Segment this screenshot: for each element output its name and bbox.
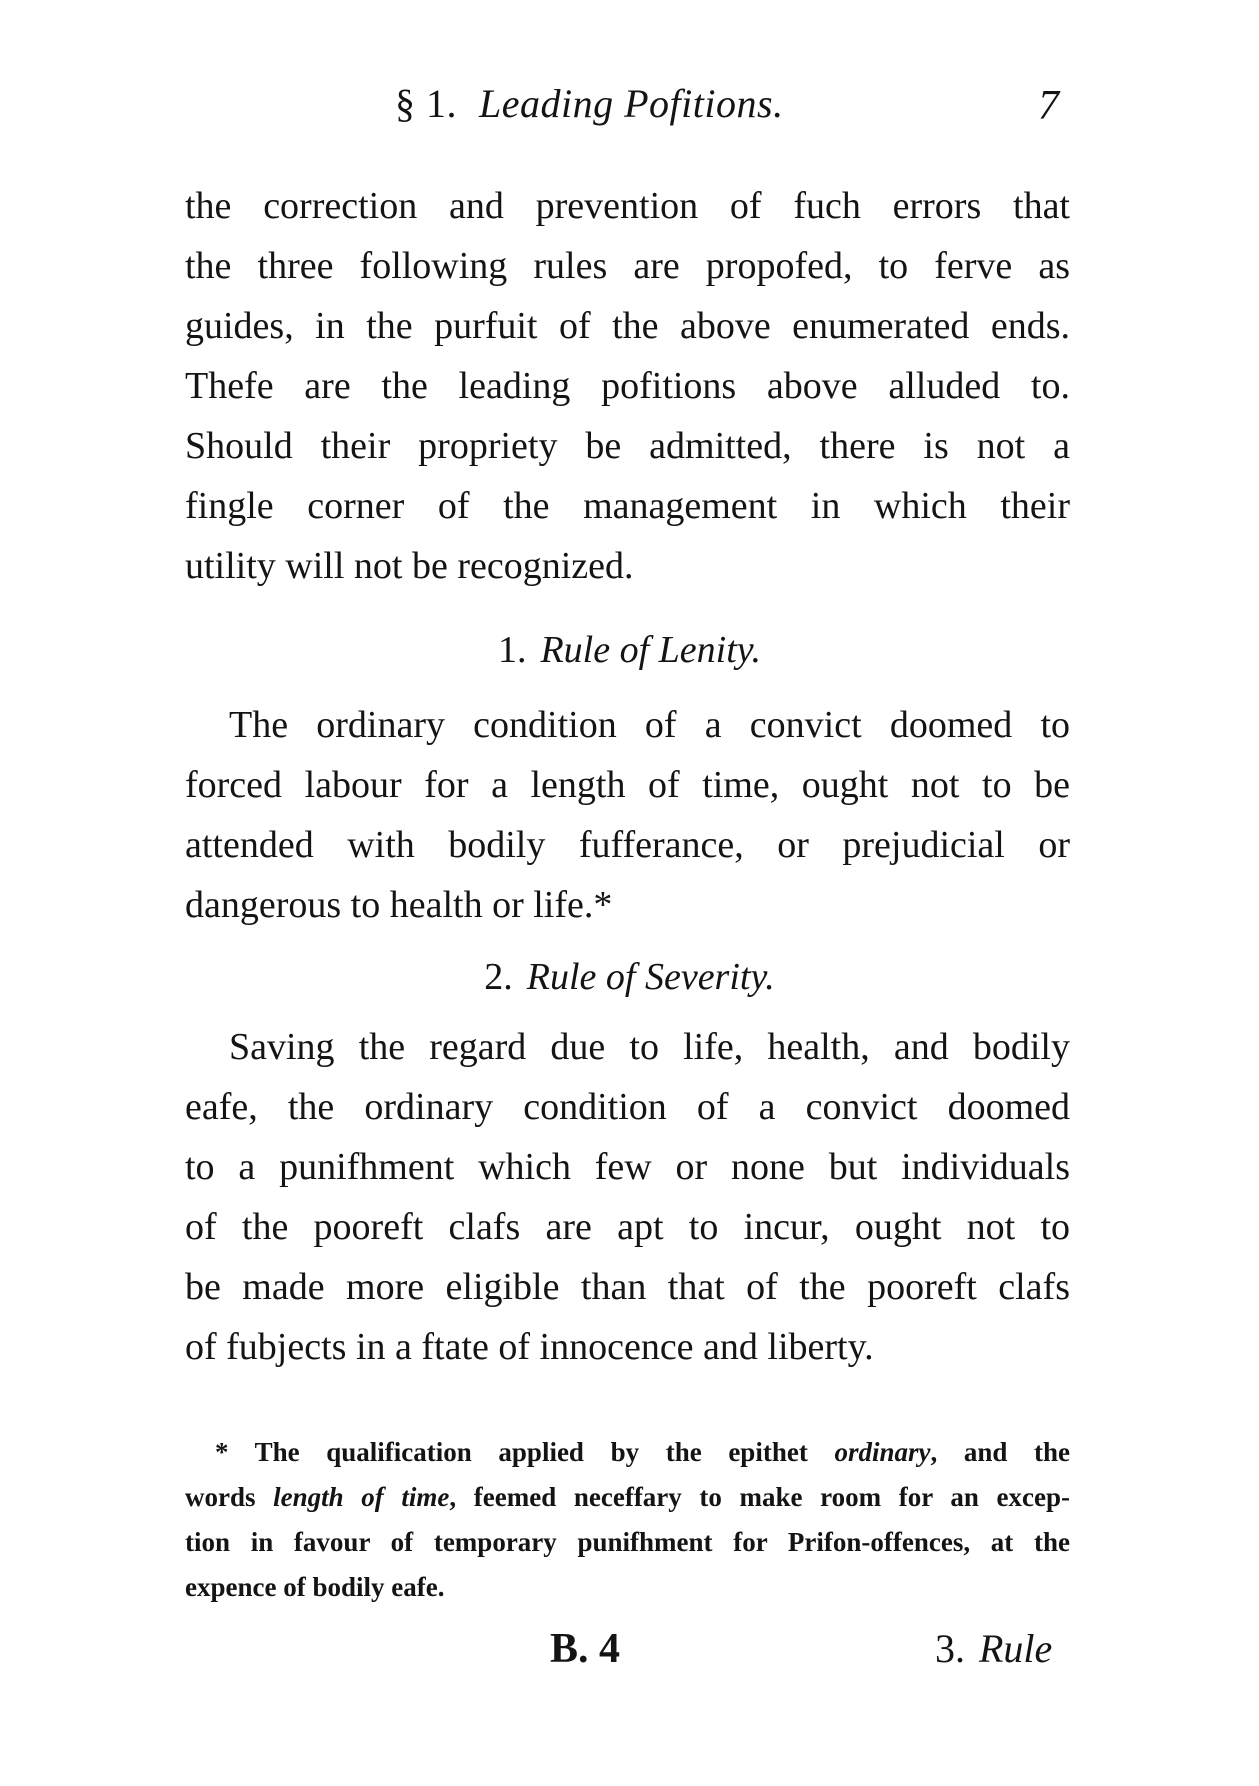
text-line: the correction and prevention of fuch errors that [185,185,1070,227]
paragraph-intro [185,176,1070,596]
text-line: guides, in the purfuit of the above enumerated ends. [185,305,1070,347]
footnote-line [185,1430,1070,1475]
section-mark: § 1. [395,81,457,126]
signature-mark: B. 4 [550,1626,621,1672]
text-line: Should their propriety be admitted, there is not a [185,425,1070,467]
text-line: to a punifhment which few or none but individuals [185,1146,1070,1188]
footnote-text: * The qualification applied by the epithet [215,1437,835,1467]
rule-1-name: Rule of Lenity. [540,629,762,671]
footnote-line: expence of bodily eafe. [185,1572,445,1602]
text-line: utility will not be recognized. [185,545,634,587]
running-title: Leading Pofitions. [479,81,784,126]
rule-2-heading [0,955,1259,999]
catchword [935,1625,1052,1672]
catchword-word: Rule [979,1626,1053,1671]
text-line: Saving the regard due to life, health, and bodily [229,1026,1070,1068]
text-line: the three following rules are propofed, to ferve as [185,245,1070,287]
rule-2-text [185,1017,1070,1377]
rule-1-text [185,695,1070,935]
footnote-emphasis: ordinary [834,1437,931,1467]
text-line: be made more eligible than that of the pooreft clafs [185,1266,1070,1308]
footnote-text: words [185,1482,274,1512]
footnote-text: , and the [930,1437,1070,1467]
footnote [185,1430,1070,1610]
rule-1-heading [0,628,1259,672]
text-line: of fubjects in a ftate of innocence and liberty. [185,1326,874,1368]
footnote-emphasis: length of time [273,1482,450,1512]
text-line: attended with bodily fufferance, or prejudicial or [185,824,1070,866]
rule-2-number: 2. [484,956,513,998]
catchword-number: 3. [935,1626,965,1671]
text-line: of the pooreft clafs are apt to incur, ought not to [185,1206,1070,1248]
rule-1-number: 1. [497,629,527,671]
rule-2-name: Rule of Severity. [526,956,775,998]
text-line: eafe, the ordinary condition of a convict doomed [185,1086,1070,1128]
text-line: fingle corner of the management in which their [185,485,1070,527]
running-header [395,80,784,127]
text-line: Thefe are the leading pofitions above alluded to. [185,365,1070,407]
footnote-line [185,1475,1070,1520]
footnote-line: tion in favour of temporary punifhment for Prifon-offences, at the [185,1527,1070,1557]
footnote-text: , feemed neceffary to make room for an excep- [449,1482,1070,1512]
text-line: forced labour for a length of time, ought not to be [185,764,1070,806]
text-line: dangerous to health or life.* [185,884,613,926]
page-number: 7 [1038,83,1059,129]
text-line: The ordinary condition of a convict doomed to [229,704,1070,746]
